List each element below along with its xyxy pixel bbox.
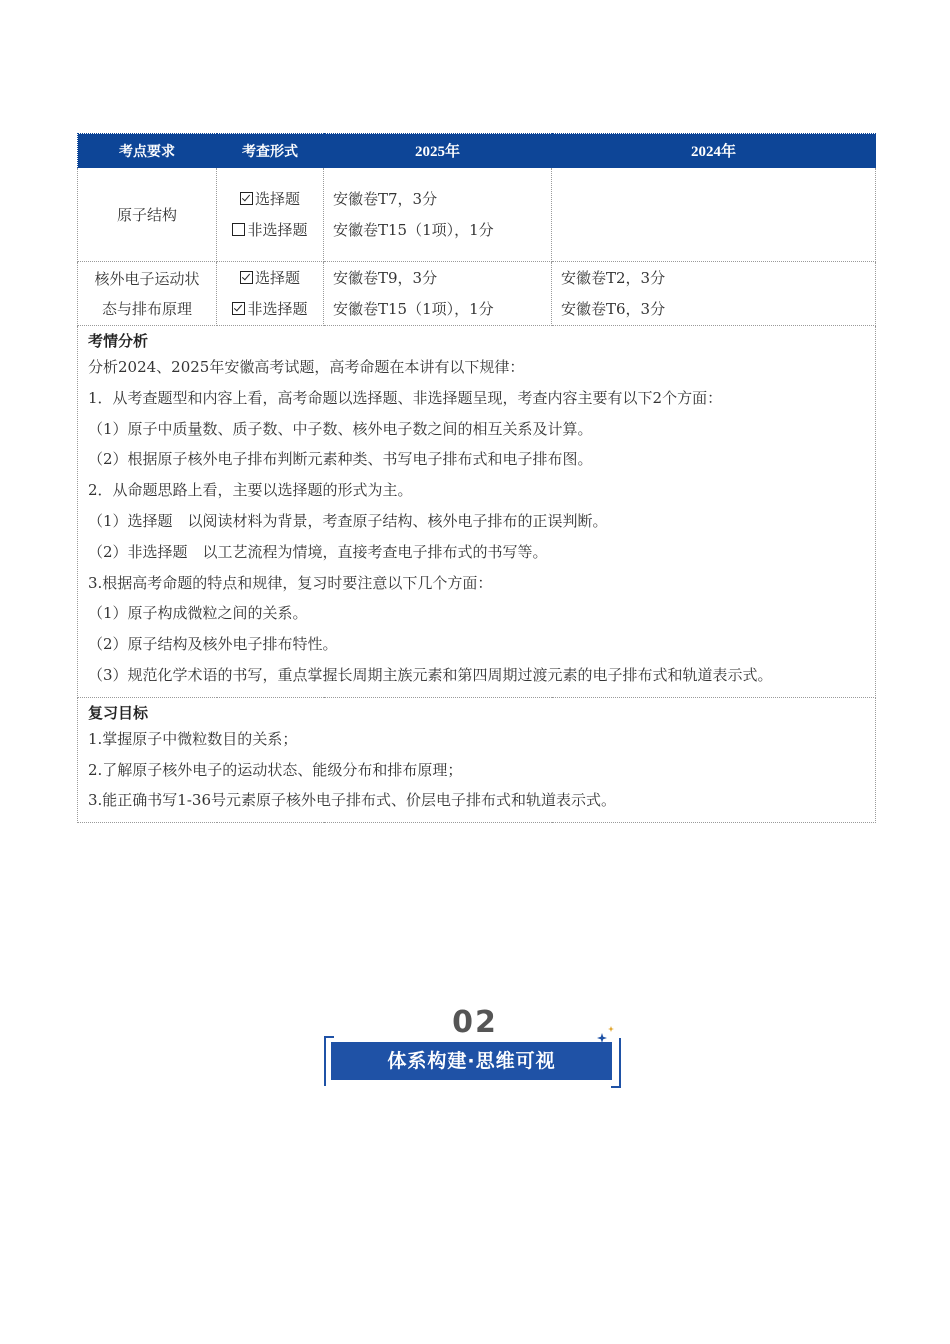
analysis-line: （1）原子中质量数、质子数、中子数、核外电子数之间的相互关系及计算。 bbox=[88, 419, 593, 438]
analysis-line: （2）根据原子核外电子排布判断元素种类、书写电子排布式和电子排布图。 bbox=[88, 450, 593, 469]
topic-text: 核外电子运动状 bbox=[94, 269, 200, 288]
form-label: 选择题 bbox=[254, 268, 300, 287]
analysis-line: （1）原子构成微粒之间的关系。 bbox=[88, 604, 308, 623]
goals-section bbox=[78, 697, 876, 822]
topic-text: 原子结构 bbox=[116, 205, 177, 224]
form-label: 非选择题 bbox=[247, 220, 308, 239]
section-number: 02 bbox=[452, 1005, 498, 1040]
form-cell bbox=[217, 168, 324, 262]
analysis-line: 2．从命题思路上看，主要以选择题的形式为主。 bbox=[88, 481, 413, 500]
table-row bbox=[78, 168, 876, 262]
topic-cell bbox=[78, 262, 217, 326]
section-title: 体系构建·思维可视 bbox=[331, 1042, 612, 1080]
analysis-line: 1．从考查题型和内容上看，高考命题以选择题、非选择题呈现，考查内容主要有以下2个方面： bbox=[88, 388, 723, 407]
topic-text: 态与排布原理 bbox=[101, 299, 192, 318]
table-row bbox=[78, 262, 876, 326]
section-banner bbox=[320, 1005, 630, 1095]
checkbox-checked-icon bbox=[240, 192, 253, 205]
checkbox-checked-icon bbox=[240, 271, 253, 284]
source-item: 安徽卷T15（1项），1分 bbox=[333, 299, 494, 318]
goals-title: 复习目标 bbox=[88, 703, 149, 722]
form-label: 选择题 bbox=[254, 189, 300, 208]
header-topic: 考点要求 bbox=[78, 134, 217, 168]
analysis-line: （2）原子结构及核外电子排布特性。 bbox=[88, 635, 338, 654]
source-item: 安徽卷T15（1项），1分 bbox=[333, 220, 494, 239]
source-item: 安徽卷T9，3分 bbox=[333, 268, 438, 287]
checkbox-unchecked-icon bbox=[232, 223, 245, 236]
exam-requirements-table bbox=[77, 133, 876, 823]
table-header-row bbox=[78, 134, 876, 168]
source-item: 安徽卷T7，3分 bbox=[333, 189, 438, 208]
source-2025-cell bbox=[324, 168, 552, 262]
analysis-line: （2）非选择题 以工艺流程为情境，直接考查电子排布式的书写等。 bbox=[88, 542, 548, 561]
form-cell bbox=[217, 262, 324, 326]
source-item: 安徽卷T2，3分 bbox=[561, 268, 666, 287]
form-option bbox=[217, 215, 323, 246]
analysis-line: （3）规范化学术语的书写，重点掌握长周期主族元素和第四周期过渡元素的电子排布式和轨道表示式。 bbox=[88, 665, 773, 684]
analysis-section bbox=[78, 326, 876, 698]
form-label: 非选择题 bbox=[247, 299, 308, 318]
header-2025: 2025年 bbox=[324, 134, 552, 168]
goals-row bbox=[78, 697, 876, 822]
source-2024-cell bbox=[552, 262, 876, 326]
analysis-row bbox=[78, 326, 876, 698]
topic-cell bbox=[78, 168, 217, 262]
header-2024: 2024年 bbox=[552, 134, 876, 168]
banner-bracket-right bbox=[611, 1038, 621, 1088]
form-option bbox=[217, 184, 323, 215]
source-item: 安徽卷T6，3分 bbox=[561, 299, 666, 318]
analysis-title: 考情分析 bbox=[88, 332, 149, 350]
checkbox-checked-icon bbox=[232, 302, 245, 315]
goal-line: 3.能正确书写1-36号元素原子核外电子排布式、价层电子排布式和轨道表示式。 bbox=[88, 791, 617, 810]
analysis-line: 分析2024、2025年安徽高考试题，高考命题在本讲有以下规律： bbox=[88, 358, 525, 376]
source-2024-cell bbox=[552, 168, 876, 262]
sparkle-icon bbox=[596, 1025, 618, 1045]
source-2025-cell bbox=[324, 262, 552, 326]
goal-line: 2.了解原子核外电子的运动状态、能级分布和排布原理； bbox=[88, 760, 463, 779]
form-option bbox=[217, 263, 323, 294]
analysis-line: 3.根据高考命题的特点和规律，复习时要注意以下几个方面： bbox=[88, 573, 493, 592]
form-option bbox=[217, 294, 323, 325]
header-form: 考查形式 bbox=[217, 134, 324, 168]
analysis-line: （1）选择题 以阅读材料为背景，考查原子结构、核外电子排布的正误判断。 bbox=[88, 511, 608, 530]
goal-line: 1.掌握原子中微粒数目的关系； bbox=[88, 729, 298, 748]
